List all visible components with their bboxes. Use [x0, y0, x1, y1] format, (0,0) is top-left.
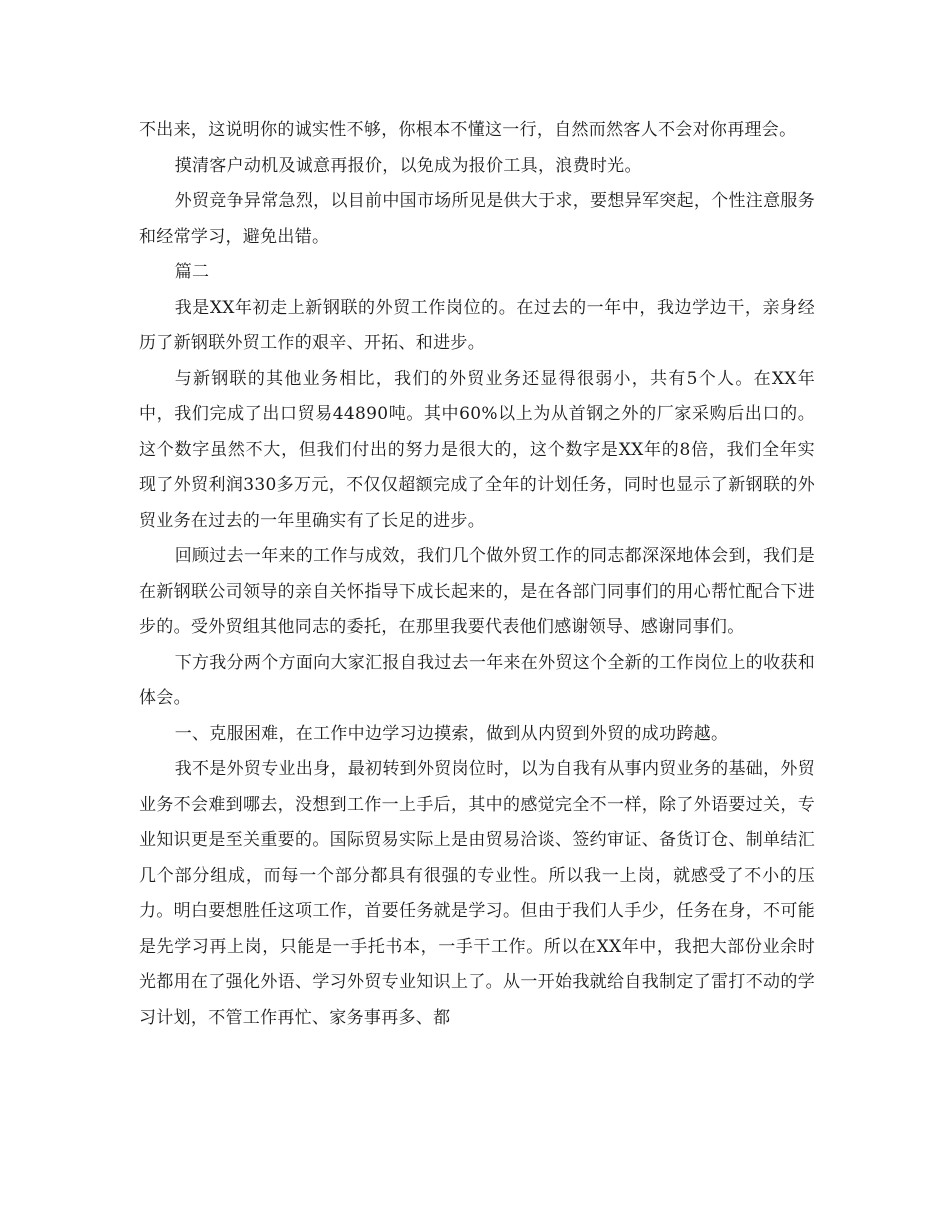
paragraph: 与新钢联的其他业务相比，我们的外贸业务还显得很弱小，共有5个人。在XX年中，我们完成了出口贸易44890吨。其中60%以上为从首钢之外的厂家采购后出口的。这个数字虽然不大，但我们付出的努力是很大的，这个数字是XX年的8倍，我们全年实现了外贸利润330多万元，不仅仅超额完成了全年的计划任务，同时也显示了新钢联的外贸业务在过去的一年里确实有了长足的进步。	[139, 368, 815, 531]
paragraph: 我是XX年初走上新钢联的外贸工作岗位的。在过去的一年中，我边学边干，亲身经历了新钢联外贸工作的艰辛、开拓、和进步。	[139, 297, 815, 353]
paragraph: 回顾过去一年来的工作与成效，我们几个做外贸工作的同志都深深地体会到，我们是在新钢联公司领导的亲自关怀指导下成长起来的，是在各部门同事们的用心帮忙配合下进步的。受外贸组其他同志的委托，在那里我要代表他们感谢领导、感谢同事们。	[139, 546, 815, 637]
section-heading: 篇二	[174, 262, 210, 282]
paragraph: 摸清客户动机及诚意再报价，以免成为报价工具，浪费时光。	[174, 155, 642, 176]
paragraph-continuation: 不出来，这说明你的诚实性不够，你根本不懂这一行，自然而然客人不会对你再理会。	[139, 120, 797, 140]
paragraph: 下方我分两个方面向大家汇报自我过去一年来在外贸这个全新的工作岗位上的收获和体会。	[139, 652, 815, 708]
section-subheading: 一、克服困难，在工作中边学习边摸索，做到从内贸到外贸的成功跨越。	[174, 723, 729, 744]
paragraph: 外贸竞争异常急烈，以目前中国市场所见是供大于求，要想异军突起，个性注意服务和经常学习，避免出错。	[139, 191, 815, 247]
document-body	[139, 113, 815, 1036]
paragraph: 我不是外贸专业出身，最初转到外贸岗位时，以为自我有从事内贸业务的基础，外贸业务不会难到哪去，没想到工作一上手后，其中的感觉完全不一样，除了外语要过关，专业知识更是至关重要的。国际贸易实际上是由贸易洽谈、签约审证、备货订仓、制单结汇几个部分组成，而每一个部分都具有很强的专业性。所以我一上岗，就感受了不小的压力。明白要想胜任这项工作，首要任务就是学习。但由于我们人手少，任务在身，不可能是先学习再上岗，只能是一手托书本，一手干工作。所以在XX年中，我把大部份业余时光都用在了强化外语、学习外贸专业知识上了。从一开始我就给自我制定了雷打不动的学习计划，不管工作再忙、家务事再多、都	[139, 759, 815, 1028]
